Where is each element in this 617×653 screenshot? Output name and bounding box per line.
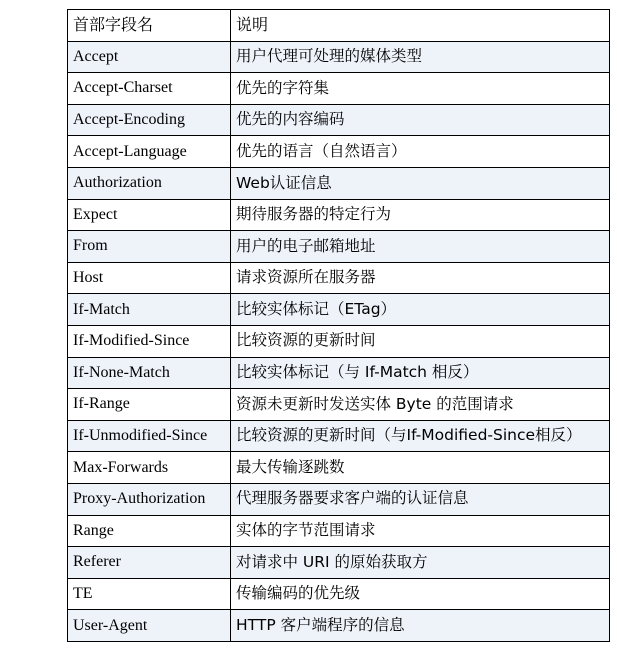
table-row: [68, 389, 610, 421]
description-cell: 请求资源所在服务器: [231, 262, 610, 294]
field-name-cell: If-None-Match: [68, 357, 231, 389]
table-row: [68, 199, 610, 231]
table-body: [68, 41, 610, 641]
field-name-cell: User-Agent: [68, 610, 231, 642]
table-row: [68, 294, 610, 326]
description-cell: 用户的电子邮箱地址: [231, 231, 610, 263]
description-cell: 传输编码的优先级: [231, 578, 610, 610]
header-fields-table: [67, 9, 610, 642]
description-cell: HTTP 客户端程序的信息: [231, 610, 610, 642]
table-row: [68, 262, 610, 294]
table-row: [68, 547, 610, 579]
field-name-cell: If-Modified-Since: [68, 325, 231, 357]
table-row: [68, 136, 610, 168]
field-name-cell: If-Match: [68, 294, 231, 326]
field-name-cell: Expect: [68, 199, 231, 231]
field-name-cell: Proxy-Authorization: [68, 483, 231, 515]
field-name-cell: If-Range: [68, 389, 231, 421]
description-cell: 比较实体标记（与 If-Match 相反）: [231, 357, 610, 389]
field-name-cell: Accept-Encoding: [68, 104, 231, 136]
description-cell: 比较实体标记（ETag）: [231, 294, 610, 326]
table-row: [68, 357, 610, 389]
description-cell: 实体的字节范围请求: [231, 515, 610, 547]
description-cell: 用户代理可处理的媒体类型: [231, 41, 610, 73]
field-name-cell: If-Unmodified-Since: [68, 420, 231, 452]
table-row: [68, 483, 610, 515]
table-row: [68, 167, 610, 199]
description-cell: 对请求中 URI 的原始获取方: [231, 547, 610, 579]
field-name-cell: Accept: [68, 41, 231, 73]
field-name-cell: Accept-Language: [68, 136, 231, 168]
field-name-cell: From: [68, 231, 231, 263]
table-row: [68, 610, 610, 642]
table-row: [68, 452, 610, 484]
field-name-cell: Host: [68, 262, 231, 294]
field-name-cell: Max-Forwards: [68, 452, 231, 484]
table-row: [68, 231, 610, 263]
description-cell: 代理服务器要求客户端的认证信息: [231, 483, 610, 515]
field-name-cell: Referer: [68, 547, 231, 579]
field-name-cell: Authorization: [68, 167, 231, 199]
description-cell: 期待服务器的特定行为: [231, 199, 610, 231]
field-name-cell: TE: [68, 578, 231, 610]
description-cell: 优先的字符集: [231, 73, 610, 105]
table-row: [68, 420, 610, 452]
description-cell: 优先的内容编码: [231, 104, 610, 136]
field-name-cell: Range: [68, 515, 231, 547]
description-cell: 比较资源的更新时间（与If-Modified-Since相反）: [231, 420, 610, 452]
description-cell: 优先的语言（自然语言）: [231, 136, 610, 168]
description-cell: 资源未更新时发送实体 Byte 的范围请求: [231, 389, 610, 421]
table-row: [68, 325, 610, 357]
table-header-row: [68, 10, 610, 42]
table-row: [68, 73, 610, 105]
table-row: [68, 104, 610, 136]
description-cell: 最大传输逐跳数: [231, 452, 610, 484]
description-cell: Web认证信息: [231, 167, 610, 199]
column-header-field-name: 首部字段名: [68, 10, 231, 42]
column-header-description: 说明: [231, 10, 610, 42]
field-name-cell: Accept-Charset: [68, 73, 231, 105]
table-row: [68, 578, 610, 610]
description-cell: 比较资源的更新时间: [231, 325, 610, 357]
table-row: [68, 515, 610, 547]
header-fields-table-container: [67, 9, 609, 642]
table-row: [68, 41, 610, 73]
